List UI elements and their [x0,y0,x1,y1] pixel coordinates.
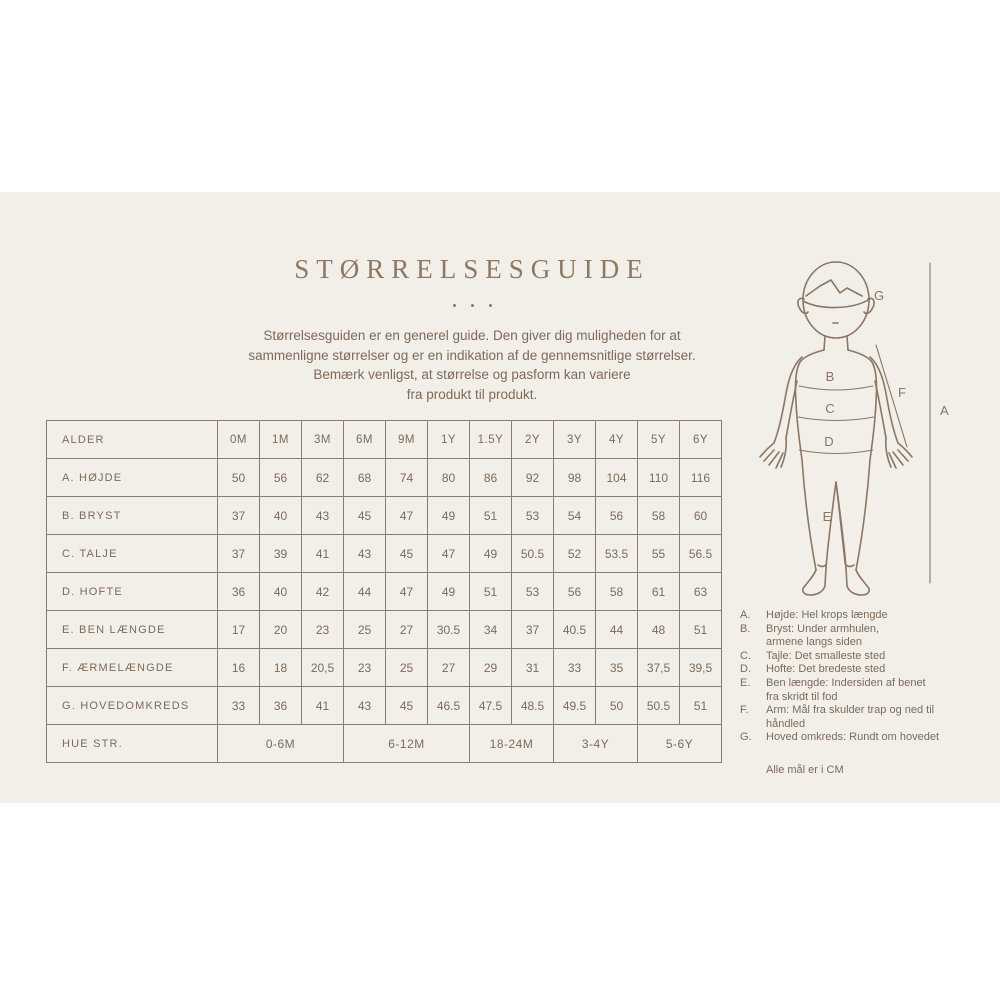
value-cell: 35 [596,649,638,687]
value-cell: 25 [344,611,386,649]
value-cell: 37 [512,611,554,649]
size-column-header: 1.5Y [470,421,512,459]
body-diagram [740,250,972,600]
value-cell: 23 [344,649,386,687]
intro-line: fra produkt til produkt. [406,386,538,402]
table-row [47,573,722,611]
dot [453,304,456,307]
value-cell: 33 [554,649,596,687]
value-cell: 45 [386,687,428,725]
value-cell: 92 [512,459,554,497]
right-hand-finger [886,438,891,467]
value-cell: 42 [302,573,344,611]
value-cell: 58 [638,497,680,535]
size-column-header: 2Y [512,421,554,459]
legend-text-line: Hoved omkreds: Rundt om hovedet [766,731,940,744]
value-cell: 36 [218,573,260,611]
value-cell: 51 [470,497,512,535]
value-cell: 37 [218,497,260,535]
legend-text-line: Arm: Mål fra skulder trap og ned til [766,704,935,717]
value-cell: 41 [302,535,344,573]
left-hand [760,443,774,457]
legend-item [740,677,978,704]
child-figure-drawing [760,262,912,595]
value-cell: 116 [680,459,722,497]
size-column-header: 6M [344,421,386,459]
size-table [46,420,722,763]
value-cell: 46.5 [428,687,470,725]
value-cell: 56 [260,459,302,497]
value-cell: 53 [512,497,554,535]
row-label-cell: F. ÆRMELÆNGDE [47,649,218,687]
right-hand [898,443,912,457]
value-cell: 43 [344,687,386,725]
intro-line: Størrelsesguiden er en generel guide. Den giver dig muligheden for at [263,328,681,343]
value-cell: 50 [218,459,260,497]
row-label-cell: D. HOFTE [47,573,218,611]
legend-item [740,609,978,623]
value-cell: 16 [218,649,260,687]
value-cell: 20 [260,611,302,649]
value-cell: 48 [638,611,680,649]
value-cell: 68 [344,459,386,497]
legend-text [766,650,978,664]
size-column-header: 3Y [554,421,596,459]
legend-text [766,731,978,745]
torso-right-edge [848,350,877,570]
value-cell: 63 [680,573,722,611]
value-cell: 45 [344,497,386,535]
hair-fringe [806,280,862,296]
left-hand-finger [781,438,786,467]
value-cell: 45 [386,535,428,573]
intro-line: sammenligne størrelser og er en indikation af de gennemsnitlige størrelser. [248,347,696,363]
hat-size-cell: 3-4Y [554,725,638,763]
value-cell: 40 [260,497,302,535]
value-cell: 37 [218,535,260,573]
value-cell: 49.5 [554,687,596,725]
legend-text-line: Hofte: Det bredeste sted [766,663,886,676]
value-cell: 47 [386,573,428,611]
value-cell: 18 [260,649,302,687]
legend-text-line: Højde: Hel krops længde [766,609,888,621]
ankle-dash [818,565,826,567]
value-cell: 49 [428,573,470,611]
left-foot [803,568,826,595]
value-cell: 60 [680,497,722,535]
waist-line-c [798,417,874,421]
size-column-header: 1M [260,421,302,459]
table-row [47,497,722,535]
legend-text-line: håndled [766,717,806,730]
size-column-header: 1Y [428,421,470,459]
value-cell: 55 [638,535,680,573]
value-cell: 31 [512,649,554,687]
value-cell: 61 [638,573,680,611]
left-arm-inner [786,381,797,438]
legend-text [766,704,978,731]
value-cell: 54 [554,497,596,535]
value-cell: 33 [218,687,260,725]
value-cell: 110 [638,459,680,497]
value-cell: 29 [470,649,512,687]
label-d: D [824,434,834,449]
hat-size-cell: 5-6Y [638,725,722,763]
head-band-line-g [803,299,870,308]
value-cell: 86 [470,459,512,497]
table-row [47,535,722,573]
legend-item [740,704,978,731]
neck-line [824,336,825,350]
size-guide-panel [0,192,1000,803]
legend-letter: B. [740,622,751,635]
legend-text [766,623,978,650]
value-cell: 56 [596,497,638,535]
row-label-cell: G. HOVEDOMKREDS [47,687,218,725]
row-label-cell: E. BEN LÆNGDE [47,611,218,649]
value-cell: 104 [596,459,638,497]
units-note: Alle mål er i CM [766,764,844,776]
legend-text [766,677,978,704]
label-g: G [874,288,885,303]
value-cell: 52 [554,535,596,573]
value-cell: 27 [386,611,428,649]
value-cell: 53 [512,573,554,611]
size-column-header: 6Y [680,421,722,459]
hip-line-d [799,450,873,454]
value-cell: 50.5 [638,687,680,725]
value-cell: 41 [302,687,344,725]
legend-item [740,731,978,745]
legend-text [766,609,978,623]
dot [489,304,492,307]
value-cell: 58 [596,573,638,611]
label-a: A [940,403,949,418]
legend-letter: C. [740,649,751,662]
value-cell: 20,5 [302,649,344,687]
hat-size-cell: 0-6M [218,725,344,763]
table-row [47,687,722,725]
legend-letter: G. [740,731,752,744]
value-cell: 53.5 [596,535,638,573]
row-label-cell: HUE STR. [47,725,218,763]
page-title: STØRRELSESGUIDE [294,254,650,284]
row-label-cell: C. TALJE [47,535,218,573]
legend-text-line: fra skridt til fod [766,690,838,703]
value-cell: 40.5 [554,611,596,649]
hat-size-cell: 6-12M [344,725,470,763]
legend-text-line: Bryst: Under armhulen, [766,622,880,635]
neck-line [847,336,848,350]
value-cell: 34 [470,611,512,649]
table-row [47,459,722,497]
intro-line: Bemærk venligst, at størrelse og pasform kan variere [313,367,631,382]
right-arm-inner [875,381,886,438]
label-c: C [825,401,835,416]
value-cell: 51 [680,611,722,649]
legend-item [740,623,978,650]
value-cell: 74 [386,459,428,497]
legend-letter: E. [740,676,751,689]
label-b: B [825,369,835,384]
value-cell: 17 [218,611,260,649]
value-cell: 47.5 [470,687,512,725]
value-cell: 49 [470,535,512,573]
size-column-header: 4Y [596,421,638,459]
value-cell: 43 [302,497,344,535]
value-cell: 62 [302,459,344,497]
label-e: E [822,509,832,524]
value-cell: 23 [302,611,344,649]
row-label-cell: B. BRYST [47,497,218,535]
leg-line-e [836,483,845,564]
value-cell: 36 [260,687,302,725]
value-cell: 56 [554,573,596,611]
legend-item [740,650,978,664]
torso-left-edge [795,350,824,570]
legend-text-line: Ben længde: Indersiden af benet [766,676,926,689]
size-column-header: 0M [218,421,260,459]
value-cell: 49 [428,497,470,535]
size-column-header: 9M [386,421,428,459]
legend-text-line: armene langs siden [766,636,863,649]
table-row [47,611,722,649]
value-cell: 48.5 [512,687,554,725]
legend-item [740,663,978,677]
value-cell: 43 [344,535,386,573]
value-cell: 25 [386,649,428,687]
value-cell: 80 [428,459,470,497]
value-cell: 50.5 [512,535,554,573]
value-cell: 98 [554,459,596,497]
ankle-dash [846,565,854,567]
row-label-cell: A. HØJDE [47,459,218,497]
value-cell: 40 [260,573,302,611]
value-cell: 51 [470,573,512,611]
right-foot [846,568,869,595]
size-column-header: 5Y [638,421,680,459]
legend-letter: D. [740,663,751,676]
legend-letter: A. [740,609,751,621]
value-cell: 37,5 [638,649,680,687]
inner-leg-left [826,482,836,568]
age-header-cell: ALDER [47,421,218,459]
value-cell: 30.5 [428,611,470,649]
table-header-row [47,421,722,459]
measurement-legend [740,609,978,745]
legend-text [766,663,978,677]
value-cell: 39,5 [680,649,722,687]
value-cell: 47 [386,497,428,535]
label-f: F [898,385,906,400]
value-cell: 47 [428,535,470,573]
value-cell: 44 [344,573,386,611]
value-cell: 44 [596,611,638,649]
value-cell: 50 [596,687,638,725]
dot [471,304,474,307]
chest-line-b [799,386,873,390]
size-column-header: 3M [302,421,344,459]
value-cell: 51 [680,687,722,725]
value-cell: 27 [428,649,470,687]
hat-size-cell: 18-24M [470,725,554,763]
table-row [47,649,722,687]
value-cell: 56.5 [680,535,722,573]
legend-letter: F. [740,704,749,717]
table-footer-row [47,725,722,763]
measurement-lines [798,263,930,583]
head-outline [803,262,869,338]
legend-text-line: Tajle: Det smalleste sted [766,649,886,662]
value-cell: 39 [260,535,302,573]
